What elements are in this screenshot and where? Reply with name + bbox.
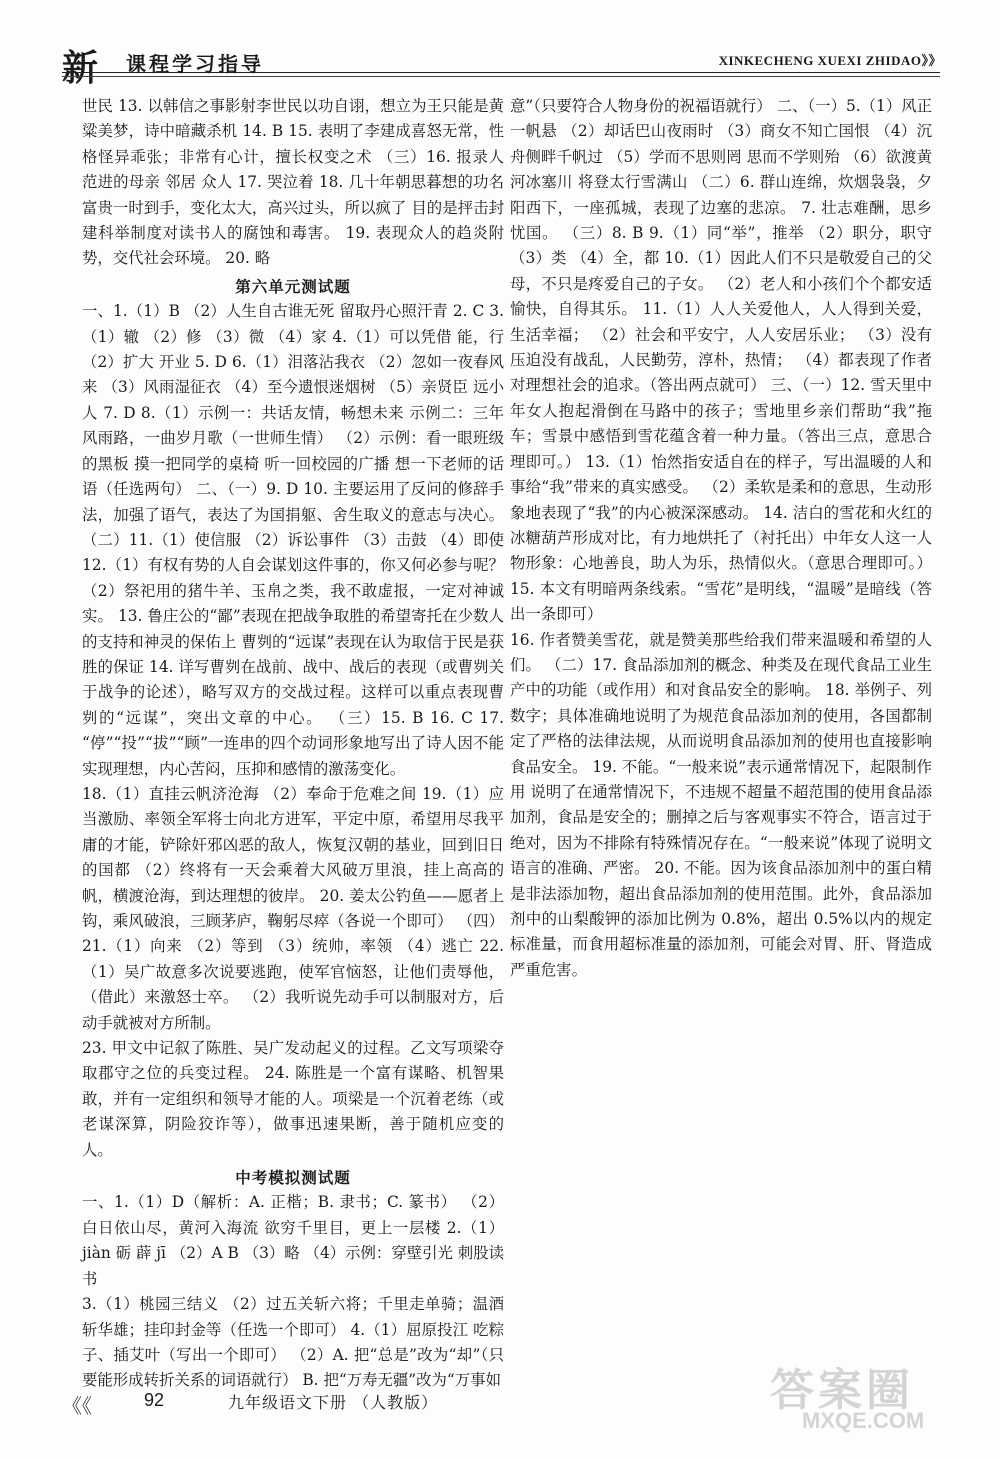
watermark-logo [762, 1352, 972, 1442]
watermark-url: MXQE.COM [802, 1408, 925, 1433]
answer-paragraph: 18.（1）直挂云帆济沧海 （2）奉命于危难之间 19.（1）应当激励、率领全军将士向北方进军，平定中原，希望用尽我平庸的才能，铲除奸邪凶恶的敌人，恢复汉朝的基业，回到旧日的国都 （2）终将有一天会乘着大风破万里浪，挂上高高的帆，横渡沧海，到达理想的彼岸。 20. 姜太公钓鱼——愿者上钩，乘风破浪，三顾茅庐，鞠躬尽瘁（各说一个即可） （四）21.（1）向来 （2）等到 （3）统帅，率领 （4）逃亡 22.（1）吴广故意多次说要逃跑，使军官恼怒，让他们责辱他，（借此）来激怒士卒。 （2）我听说先动手可以制服对方，后动手就被对方所制。 [82, 784, 504, 1032]
answer-paragraph: 16. 作者赞美雪花，就是赞美那些给我们带来温暖和希望的人们。 （二）17. 食品添加剂的概念、种类及在现代食品工业生产中的功能（或作用）和对食品安全的影响。 18. 举例子、列数字；具体准确地说明了为规范食品添加剂的使用，各国都制定了严格的法律法规，从而说明食品添加剂的使用也直接影响食品安全。 19. 不能。“一般来说”表示通常情况下，起限制作用 说明了在通常情况下，不违规不超量不超范围的使用食品添加剂，食品是安全的；删掉之后与客观事实不符合，语言过于绝对，因为不排除有特殊情况存在。“一般来说”体现了说明文语言的准确、严密。 20. 不能。因为该食品添加剂中的蛋白精是非法添加物，超出食品添加剂的使用范围。此外，食品添加剂中的山梨酸钾的添加比例为 0.8%，超出 0.5%以内的规定标准量，而食用超标准量的添加剂，可能会对胃、肝、肾造成严重危害。 [510, 630, 932, 979]
page-header [62, 40, 942, 89]
left-column [82, 94, 504, 1394]
answer-paragraph: 3.（1）桃园三结义 （2）过五关斩六将；千里走单骑；温酒斩华雄；挂印封金等（任选一个即可） 4.（1）屈原投江 吃粽子、插艾叶（写出一个即可） （2）A. 把“总是”改为“却”（只要能形成转折关系的词语就行） B. 把“万寿无疆”改为“万事如 [82, 1295, 504, 1390]
header-rule-thin [62, 76, 940, 77]
header-rule [62, 72, 940, 73]
double-chevron-left-icon: 《《 [62, 1394, 92, 1418]
answer-paragraph: 23. 甲文中记叙了陈胜、吴广发动起义的过程。乙文写项梁夺取郡守之位的兵变过程。 24. 陈胜是一个富有谋略、机智果敢，并有一定组织和领导才能的人。项梁是一个沉着老练（或老谋深算，阴险狡诈等），做事迅速果断，善于随机应变的人。 [82, 1039, 504, 1159]
section-title-unit6: 第六单元测试题 [235, 276, 351, 296]
brand-logo-mark: 新 [62, 47, 97, 89]
page-number: 92 [144, 1390, 165, 1410]
right-column [510, 94, 932, 983]
answer-paragraph: 一、1.（1）D（解析：A. 正楷；B. 隶书；C. 篆书） （2）白日依山尽，黄河入海流 欲穷千里目，更上一层楼 2.（1）jiàn 砺 薜 jī （2）A B （3）略 （4）示例：穿壁引光 刺股读书 [82, 1193, 504, 1288]
watermark-text: 答案圈 [770, 1365, 914, 1416]
answer-paragraph: 一、1.（1）B （2）人生自古谁无死 留取丹心照汗青 2. C 3.（1）辙 （2）修 （3）微 （4）家 4.（1）可以凭借 能，行 （2）扩大 开业 5. D 6.（1）泪落沾我衣 （2）忽如一夜春风来 （3）风雨湿征衣 （4）至今遗恨迷烟树 （5）亲贤臣 远小人 7. D 8.（1）示例一：共话友情，畅想未来 示例二：三年风雨路，一曲岁月歌（一世师生情） （2）示例：看一眼班级的黑板 摸一把同学的桌椅 听一回校园的广播 想一下老师的话语（任选两句） 二、（一）9. D 10. 主要运用了反问的修辞手法，加强了语气，表达了为国捐躯、舍生取义的意志与决心。 （二）11.（1）使信服 （2）诉讼事件 （3）击鼓 （4）即使 12.（1）有权有势的人自会谋划这件事的，你又何必参与呢？ （2）祭祀用的猪牛羊、玉帛之类，我不敢虚报，一定对神诚实。 13. 鲁庄公的“鄙”表现在把战争取胜的希望寄托在少数人的支持和神灵的保佑上 曹刿的“远谋”表现在认为取信于民是获胜的保证 14. 详写曹刿在战前、战中、战后的表现（或曹刿关于战争的论述），略写双方的交战过程。这样可以重点表现曹刿的“远谋”，突出文章的中心。 （三）15. B 16. C 17. “停”“投”“拔”“顾”一连串的四个动词形象地写出了诗人因不能实现理想，内心苦闷，压抑和感情的激荡变化。 [82, 302, 504, 778]
section-title-mock-exam: 中考模拟测试题 [235, 1168, 351, 1188]
page-footer [62, 1390, 562, 1420]
series-title: 课程学习指导 [126, 52, 264, 76]
series-pinyin [719, 50, 942, 69]
answer-paragraph: 世民 13. 以韩信之事影射李世民以功自诩，想立为王只能是黄粱美梦，诗中暗藏杀机 14. B 15. 表明了李建成喜怒无常，性格怪异乖张；非常有心计，擅长权变之术 （三）16. 报录人 范进的母亲 邻居 众人 17. 哭泣着 18. 几十年朝思暮想的功名富贵一时到手，变化太大，高兴过头，所以疯了 目的是抨击封建科举制度对读书人的腐蚀和毒害。 19. 表现众人的趋炎附势，交代社会环境。 20. 略 [82, 97, 504, 268]
answer-paragraph: 意”（只要符合人物身份的祝福语就行） 二、（一）5.（1）风正一帆悬 （2）却话巴山夜雨时 （3）商女不知亡国恨 （4）沉舟侧畔千帆过 （5）学而不思则罔 思而不学则殆 （6）欲渡黄河冰塞川 将登太行雪满山 （二）6. 群山连绵，炊烟袅袅，夕阳西下，一座孤城，表现了边塞的悲凉。 7. 壮志难酬，思乡忧国。 （三）8. B 9.（1）同“举”，推举 （2）职分，职守 （3）类 （4）全，都 10.（1）因此人们不只是敬爱自己的父母，不只是疼爱自己的子女。 （2）老人和小孩们个个都安适愉快，自得其乐。 11.（1）人人关爱他人，人人得到关爱，生活幸福； （2）社会和平安宁，人人安居乐业； （3）没有压迫没有战乱，人民勤劳，淳朴，热情； （4）都表现了作者对理想社会的追求。（答出两点就可） 三、（一）12. 雪天里中年女人抱起滑倒在马路中的孩子；雪地里乡亲们帮助“我”拖车；雪景中感悟到雪花蕴含着一种力量。（答出三点，意思合理即可。） 13.（1）怡然指安适自在的样子，写出温暖的人和事给“我”带来的真实感受。 （2）柔软是柔和的意思，生动形象地表现了“我”的内心被深深感动。 14. 洁白的雪花和火红的冰糖葫芦形成对比，有力地烘托了（衬托出）中年女人这一人物形象：心地善良，助人为乐，热情似火。（意思合理即可。） 15. 本文有明暗两条线索。“雪花”是明线，“温暖”是暗线（答出一条即可） [510, 97, 932, 624]
book-title: 九年级语文下册 （人教版） [228, 1393, 439, 1412]
series-pinyin-text: XINKECHENG XUEXI ZHIDAO [718, 53, 922, 68]
double-chevron-right-icon: 》》 [921, 53, 942, 68]
